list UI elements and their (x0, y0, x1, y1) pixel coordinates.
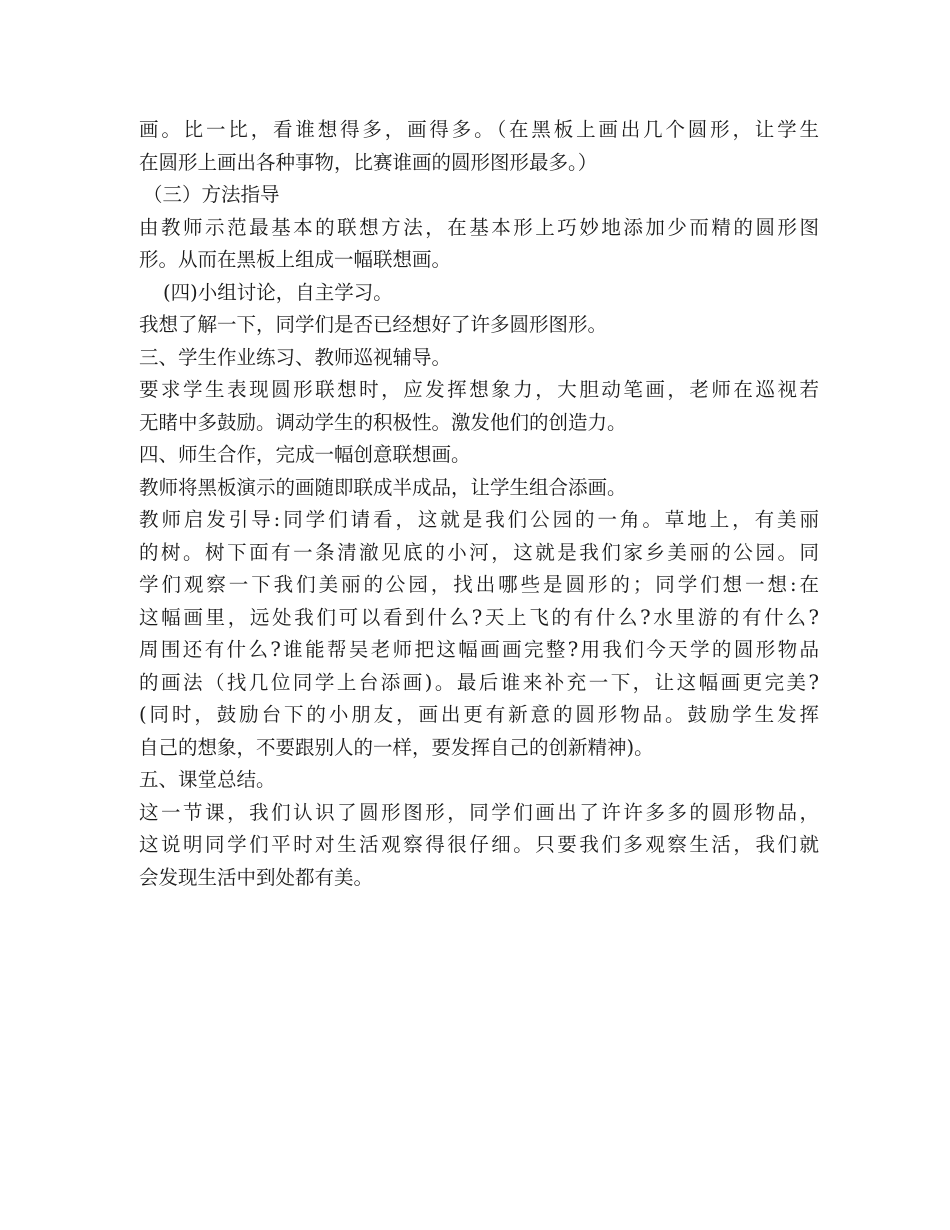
paragraph-line: 会发现生活中到处都有美。 (139, 865, 374, 889)
paragraph-line: 周围还有什么?谁能帮吴老师把这幅画画完整?用我们今天学的圆形物品 (139, 638, 819, 661)
section-heading: （三）方法指导 (143, 183, 280, 206)
document-body (139, 114, 819, 894)
section-heading: (四)小组讨论，自主学习。 (163, 280, 393, 304)
paragraph-line: 的画法（找几位同学上台添画)。最后谁来补充一下，让这幅画更完美? (139, 670, 819, 694)
paragraph-line: 形。从而在黑板上组成一幅联想画。 (139, 248, 452, 271)
paragraph-line: 要求学生表现圆形联想时，应发挥想象力，大胆动笔画，老师在巡视若 (139, 378, 819, 401)
section-heading: 四、师生合作，完成一幅创意联想画。 (139, 443, 471, 466)
paragraph-line: 学们观察一下我们美丽的公园，找出哪些是圆形的；同学们想一想:在 (139, 573, 819, 596)
paragraph-line: 这幅画里，远处我们可以看到什么?天上飞的有什么?水里游的有什么? (139, 605, 819, 629)
section-heading: 三、学生作业练习、教师巡视辅导。 (139, 345, 452, 369)
paragraph-line: 教师将黑板演示的画随即联成半成品，让学生组合添画。 (139, 475, 627, 499)
paragraph-line: (同时，鼓励台下的小朋友，画出更有新意的圆形物品。鼓励学生发挥 (139, 703, 819, 726)
paragraph-line: 无睹中多鼓励。调动学生的积极性。激发他们的创造力。 (139, 410, 627, 434)
paragraph-line: 画。比一比，看谁想得多，画得多。（在黑板上画出几个圆形，让学生 (139, 118, 819, 141)
paragraph-line: 自己的想象，不要跟别人的一样，要发挥自己的创新精神)。 (139, 735, 654, 759)
paragraph-line: 在圆形上画出各种事物，比赛谁画的圆形图形最多。） (139, 150, 598, 174)
paragraph-line: 我想了解一下，同学们是否已经想好了许多圆形图形。 (139, 313, 608, 336)
paragraph-line: 这说明同学们平时对生活观察得很仔细。只要我们多观察生活，我们就 (139, 833, 819, 856)
paragraph-line: 这一节课，我们认识了圆形图形，同学们画出了许许多多的圆形物品， (139, 800, 819, 824)
paragraph-line: 由教师示范最基本的联想方法，在基本形上巧妙地添加少而精的圆形图 (139, 215, 819, 239)
paragraph-line: 教师启发引导:同学们请看，这就是我们公园的一角。草地上，有美丽 (139, 508, 819, 531)
section-heading: 五、课堂总结。 (139, 768, 276, 791)
paragraph-line: 的树。树下面有一条清澈见底的小河，这就是我们家乡美丽的公园。同 (139, 540, 819, 564)
